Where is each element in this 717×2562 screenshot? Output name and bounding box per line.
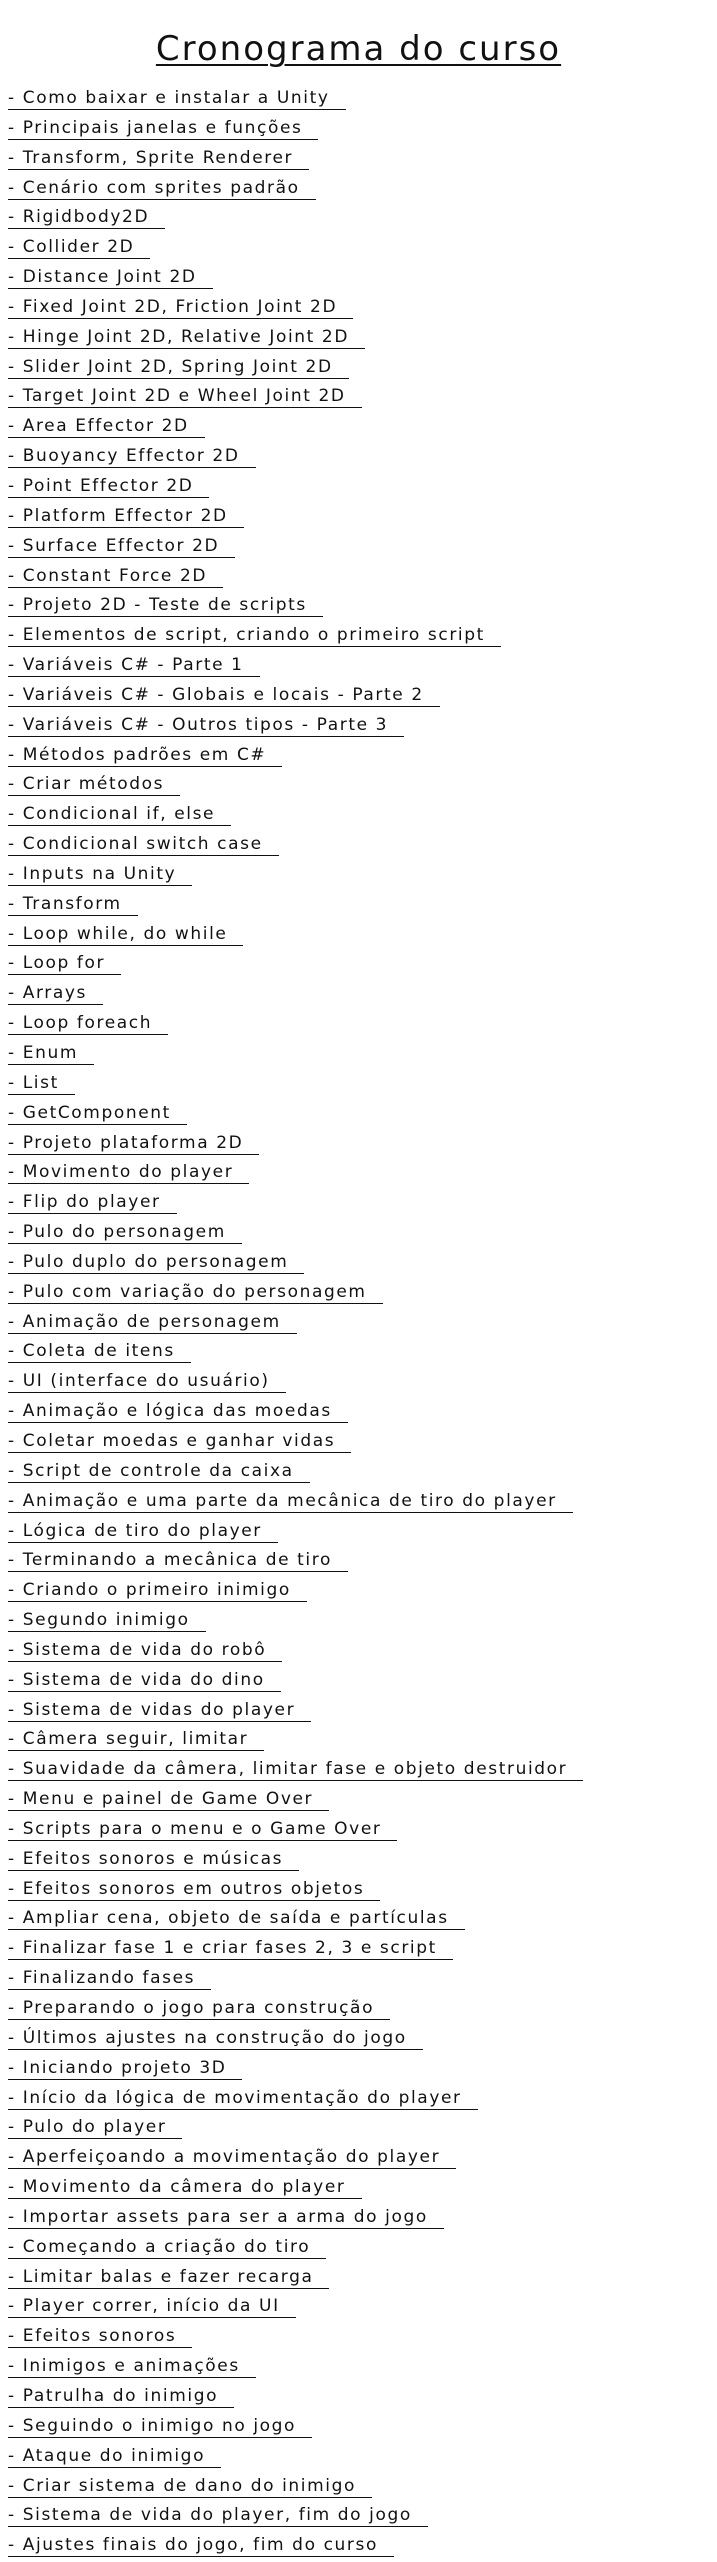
list-item-label: - Inimigos e animações xyxy=(8,2356,256,2378)
list-item-label: - UI (interface do usuário) xyxy=(8,1371,286,1393)
list-item-label: - Loop while, do while xyxy=(8,924,243,946)
list-item-label: - Criando o primeiro inimigo xyxy=(8,1580,307,1602)
list-item xyxy=(8,2204,583,2234)
list-item-label: - Sistema de vida do dino xyxy=(8,1670,281,1692)
list-item-label: - Loop for xyxy=(8,953,121,975)
course-schedule-list xyxy=(8,85,583,2562)
list-item-label: - Aperfeiçoando a movimentação do player xyxy=(8,2147,456,2169)
list-item xyxy=(8,742,583,772)
list-item xyxy=(8,2443,583,2473)
list-item xyxy=(8,264,583,294)
list-item-label: - Point Effector 2D xyxy=(8,476,209,498)
list-item-label: - Seguindo o inimigo no jogo xyxy=(8,2416,312,2438)
list-item xyxy=(8,1249,583,1279)
list-item xyxy=(8,2025,583,2055)
list-item xyxy=(8,1130,583,1160)
list-item-label: - Condicional switch case xyxy=(8,834,279,856)
list-item-label: - Métodos padrões em C# xyxy=(8,745,282,767)
list-item-label: - Segundo inimigo xyxy=(8,1610,206,1632)
list-item xyxy=(8,980,583,1010)
list-item-label: - Constant Force 2D xyxy=(8,566,223,588)
list-item-label: - Menu e painel de Game Over xyxy=(8,1789,329,1811)
list-item xyxy=(8,1697,583,1727)
list-item xyxy=(8,115,583,145)
list-item xyxy=(8,1189,583,1219)
list-item-label: - Finalizar fase 1 e criar fases 2, 3 e script xyxy=(8,1938,453,1960)
list-item xyxy=(8,1547,583,1577)
list-item-label: - Transform, Sprite Renderer xyxy=(8,148,309,170)
list-item xyxy=(8,1488,583,1518)
list-item-label: - Cenário com sprites padrão xyxy=(8,178,316,200)
list-item-label: - Animação e lógica das moedas xyxy=(8,1401,348,1423)
list-item-label: - Ataque do inimigo xyxy=(8,2446,221,2468)
list-item xyxy=(8,2085,583,2115)
list-item-label: - Script de controle da caixa xyxy=(8,1461,310,1483)
list-item-label: - Preparando o jogo para construção xyxy=(8,1998,390,2020)
list-item xyxy=(8,1607,583,1637)
list-item-label: - Variáveis C# - Outros tipos - Parte 3 xyxy=(8,715,404,737)
list-item xyxy=(8,1846,583,1876)
list-item xyxy=(8,2174,583,2204)
list-item-label: - Inputs na Unity xyxy=(8,864,192,886)
list-item xyxy=(8,324,583,354)
list-item-label: - Arrays xyxy=(8,983,103,1005)
list-item-label: - Sistema de vida do player, fim do jogo xyxy=(8,2505,428,2527)
list-item xyxy=(8,2473,583,2503)
list-item-label: - Target Joint 2D e Wheel Joint 2D xyxy=(8,386,362,408)
list-item-label: - Projeto 2D - Teste de scripts xyxy=(8,595,323,617)
list-item-label: - Collider 2D xyxy=(8,237,150,259)
list-item xyxy=(8,2502,583,2532)
list-item-label: - Início da lógica de movimentação do player xyxy=(8,2088,478,2110)
list-item-label: - Últimos ajustes na construção do jogo xyxy=(8,2028,423,2050)
list-item xyxy=(8,1876,583,1906)
list-item-label: - Movimento da câmera do player xyxy=(8,2177,362,2199)
list-item xyxy=(8,1398,583,1428)
list-item-label: - Pulo do player xyxy=(8,2117,182,2139)
list-item-label: - Lógica de tiro do player xyxy=(8,1521,278,1543)
list-item xyxy=(8,2264,583,2294)
list-item xyxy=(8,682,583,712)
list-item xyxy=(8,1428,583,1458)
list-item-label: - Enum xyxy=(8,1043,94,1065)
list-item xyxy=(8,1338,583,1368)
list-item-label: - Variáveis C# - Globais e locais - Parte 2 xyxy=(8,685,440,707)
page-title xyxy=(0,26,717,72)
list-item-label: - Transform xyxy=(8,894,138,916)
list-item-label: - Principais janelas e funções xyxy=(8,118,318,140)
list-item xyxy=(8,383,583,413)
list-item-label: - Sistema de vidas do player xyxy=(8,1700,311,1722)
list-item xyxy=(8,563,583,593)
list-item-label: - Efeitos sonoros em outros objetos xyxy=(8,1879,380,1901)
list-item-label: - Criar sistema de dano do inimigo xyxy=(8,2476,372,2498)
list-item xyxy=(8,1219,583,1249)
list-item-label: - Platform Effector 2D xyxy=(8,506,244,528)
list-item xyxy=(8,1667,583,1697)
list-item-label: - GetComponent xyxy=(8,1103,187,1125)
list-item xyxy=(8,1935,583,1965)
list-item-label: - Animação de personagem xyxy=(8,1312,297,1334)
list-item xyxy=(8,2234,583,2264)
list-item-label: - Rigidbody2D xyxy=(8,207,165,229)
list-item-label: - Flip do player xyxy=(8,1192,177,1214)
list-item-label: - Hinge Joint 2D, Relative Joint 2D xyxy=(8,327,365,349)
list-item xyxy=(8,1518,583,1548)
list-item-label: - Pulo com variação do personagem xyxy=(8,1282,383,1304)
list-item-label: - Scripts para o menu e o Game Over xyxy=(8,1819,397,1841)
list-item-label: - Slider Joint 2D, Spring Joint 2D xyxy=(8,357,349,379)
list-item-label: - Pulo do personagem xyxy=(8,1222,242,1244)
list-item xyxy=(8,771,583,801)
list-item xyxy=(8,204,583,234)
list-item-label: - Câmera seguir, limitar xyxy=(8,1729,264,1751)
list-item xyxy=(8,1726,583,1756)
list-item-label: - Ajustes finais do jogo, fim do curso xyxy=(8,2535,394,2557)
list-item xyxy=(8,2293,583,2323)
list-item-label: - Surface Effector 2D xyxy=(8,536,235,558)
list-item xyxy=(8,1786,583,1816)
list-item-label: - Area Effector 2D xyxy=(8,416,205,438)
list-item xyxy=(8,1965,583,1995)
list-item xyxy=(8,1458,583,1488)
list-item-label: - Buoyancy Effector 2D xyxy=(8,446,256,468)
list-item-label: - Distance Joint 2D xyxy=(8,267,213,289)
list-item xyxy=(8,473,583,503)
list-item xyxy=(8,1756,583,1786)
list-item-label: - Player correr, início da UI xyxy=(8,2296,296,2318)
list-item xyxy=(8,1100,583,1130)
list-item-label: - Sistema de vida do robô xyxy=(8,1640,282,1662)
list-item xyxy=(8,175,583,205)
list-item xyxy=(8,2055,583,2085)
list-item-label: - Começando a criação do tiro xyxy=(8,2237,326,2259)
list-item-label: - Fixed Joint 2D, Friction Joint 2D xyxy=(8,297,353,319)
list-item xyxy=(8,1010,583,1040)
list-item xyxy=(8,2353,583,2383)
list-item-label: - Efeitos sonoros xyxy=(8,2326,192,2348)
list-item xyxy=(8,2114,583,2144)
page-title-text: Cronograma do curso xyxy=(155,29,562,69)
list-item xyxy=(8,652,583,682)
list-item-label: - Elementos de script, criando o primeiro script xyxy=(8,625,501,647)
list-item xyxy=(8,1040,583,1070)
list-item xyxy=(8,413,583,443)
list-item xyxy=(8,354,583,384)
list-item xyxy=(8,861,583,891)
list-item xyxy=(8,712,583,742)
list-item-label: - Importar assets para ser a arma do jogo xyxy=(8,2207,444,2229)
list-item-label: - Animação e uma parte da mecânica de tiro do player xyxy=(8,1491,573,1513)
list-item-label: - Loop foreach xyxy=(8,1013,168,1035)
list-item-label: - Patrulha do inimigo xyxy=(8,2386,234,2408)
list-item xyxy=(8,1159,583,1189)
list-item xyxy=(8,85,583,115)
list-item-label: - Variáveis C# - Parte 1 xyxy=(8,655,260,677)
list-item-label: - Iniciando projeto 3D xyxy=(8,2058,242,2080)
list-item xyxy=(8,2323,583,2353)
list-item xyxy=(8,1816,583,1846)
list-item-label: - Ampliar cena, objeto de saída e partículas xyxy=(8,1908,465,1930)
list-item xyxy=(8,622,583,652)
list-item-label: - Coletar moedas e ganhar vidas xyxy=(8,1431,351,1453)
list-item-label: - Terminando a mecânica de tiro xyxy=(8,1550,348,1572)
list-item-label: - Como baixar e instalar a Unity xyxy=(8,88,346,110)
list-item-label: - Movimento do player xyxy=(8,1162,249,1184)
list-item xyxy=(8,2383,583,2413)
list-item-label: - Limitar balas e fazer recarga xyxy=(8,2267,329,2289)
list-item xyxy=(8,234,583,264)
list-item xyxy=(8,503,583,533)
list-item-label: - Condicional if, else xyxy=(8,804,231,826)
list-item xyxy=(8,145,583,175)
list-item xyxy=(8,1309,583,1339)
list-item xyxy=(8,1905,583,1935)
list-item xyxy=(8,1279,583,1309)
list-item xyxy=(8,1070,583,1100)
list-item xyxy=(8,950,583,980)
list-item xyxy=(8,831,583,861)
list-item-label: - Finalizando fases xyxy=(8,1968,211,1990)
list-item-label: - Projeto plataforma 2D xyxy=(8,1133,259,1155)
list-item xyxy=(8,2413,583,2443)
list-item xyxy=(8,801,583,831)
list-item xyxy=(8,2144,583,2174)
list-item xyxy=(8,592,583,622)
list-item xyxy=(8,1368,583,1398)
list-item xyxy=(8,921,583,951)
list-item xyxy=(8,891,583,921)
list-item xyxy=(8,1995,583,2025)
list-item xyxy=(8,1577,583,1607)
list-item-label: - Coleta de itens xyxy=(8,1341,191,1363)
list-item xyxy=(8,2532,583,2562)
list-item xyxy=(8,294,583,324)
list-item xyxy=(8,533,583,563)
list-item-label: - Criar métodos xyxy=(8,774,180,796)
list-item-label: - Suavidade da câmera, limitar fase e objeto destruidor xyxy=(8,1759,583,1781)
list-item-label: - Efeitos sonoros e músicas xyxy=(8,1849,299,1871)
list-item-label: - List xyxy=(8,1073,75,1095)
list-item xyxy=(8,1637,583,1667)
list-item xyxy=(8,443,583,473)
list-item-label: - Pulo duplo do personagem xyxy=(8,1252,304,1274)
